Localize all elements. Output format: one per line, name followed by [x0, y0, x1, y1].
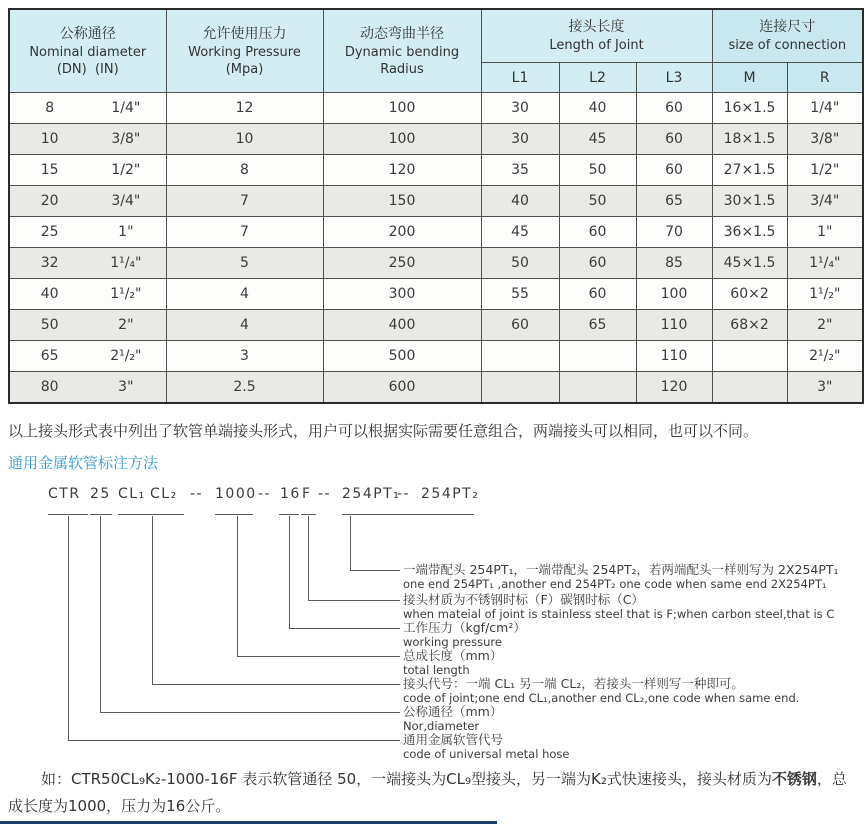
code-underline [301, 514, 316, 515]
callout-text [403, 562, 863, 591]
callout-en: when mateial of joint is stainless steel that is F;when carbon steel,that is C [403, 607, 835, 621]
example-suffix: ，总成长度为1000，压力为16公斤。 [8, 770, 847, 815]
nominal-diameter-cell [9, 372, 166, 404]
callout-en: working pressure [403, 635, 502, 649]
example-text [8, 766, 860, 820]
header-r: R [787, 63, 863, 93]
header-working-pressure [166, 9, 323, 93]
dn-value: 80 [40, 379, 59, 395]
l3-value: 65 [636, 186, 712, 217]
pressure-value: 4 [166, 310, 323, 341]
l1-value: 60 [481, 310, 559, 341]
inch-value: 1" [118, 224, 134, 240]
nominal-diameter-cell [9, 217, 166, 248]
callout-en: Nor,diameter [403, 719, 480, 733]
callout-text [403, 592, 863, 621]
l3-value: 100 [636, 279, 712, 310]
dn-value: 25 [40, 224, 59, 240]
dn-value: 40 [40, 286, 59, 302]
l1-value: 50 [481, 248, 559, 279]
table-row [9, 248, 863, 279]
callout-vertical-line [289, 516, 290, 628]
l1-value: 40 [481, 186, 559, 217]
l3-value: 120 [636, 372, 712, 404]
m-value: 16×1.5 [712, 93, 787, 124]
l2-value: 50 [559, 155, 636, 186]
nominal-diameter-cell [9, 93, 166, 124]
l1-value: 30 [481, 124, 559, 155]
code-underline [342, 514, 474, 515]
callout-horizontal-line [100, 712, 400, 713]
header-nominal-unit: (DN) (IN) [56, 61, 119, 77]
table-row [9, 310, 863, 341]
inch-value: 2" [118, 317, 134, 333]
r-value: 3/8" [787, 124, 863, 155]
nominal-diameter-cell [9, 124, 166, 155]
r-value: 1/4" [787, 93, 863, 124]
code-token-pressure: 16 [280, 486, 301, 502]
callout-en: one end 254PT₁ ,another end 254PT₂ one code when same end 2X254PT₁ [403, 577, 827, 591]
nominal-diameter-cell [9, 341, 166, 372]
header-l2: L2 [559, 63, 636, 93]
callout-text [403, 704, 863, 733]
m-value: 60×2 [712, 279, 787, 310]
table-row [9, 217, 863, 248]
radius-value: 200 [323, 217, 481, 248]
callout-zh: 总成长度（mm） [403, 648, 503, 663]
callout-zh: 一端带配头 254PT₁，一端带配头 254PT₂，若两端配头一样则写为 2X254PT₁ [403, 562, 839, 577]
header-bending-radius [323, 9, 481, 93]
table-row [9, 279, 863, 310]
table-row [9, 124, 863, 155]
pressure-value: 10 [166, 124, 323, 155]
r-value: 3" [787, 372, 863, 404]
header-conn-en: size of connection [728, 38, 847, 53]
inch-value: 3" [118, 379, 134, 395]
callout-text [403, 732, 863, 761]
nominal-diameter-cell [9, 155, 166, 186]
radius-value: 600 [323, 372, 481, 404]
header-nominal-diameter [9, 9, 166, 93]
code-underline [118, 514, 184, 515]
l3-value: 110 [636, 310, 712, 341]
callout-zh: 通用金属软管代号 [403, 732, 504, 747]
code-token-dash1: -- [190, 486, 204, 502]
radius-value: 150 [323, 186, 481, 217]
table-row [9, 93, 863, 124]
callout-zh: 接头代号：一端 CL₁ 另一端 CL₂，若接头一样则写一种即可。 [403, 676, 744, 691]
callout-vertical-line [237, 516, 238, 656]
code-token-dash2: -- [258, 486, 272, 502]
header-radius-en: Dynamic bending [344, 44, 460, 60]
l3-value: 60 [636, 155, 712, 186]
table-row [9, 155, 863, 186]
code-token-dn: 25 [90, 486, 111, 502]
callout-text [403, 648, 863, 677]
example-bold: 不锈钢 [771, 770, 817, 788]
callout-en: total length [403, 663, 470, 677]
callout-en: code of universal metal hose [403, 747, 570, 761]
r-value: 3/4" [787, 186, 863, 217]
note-text: 以上接头形式表中列出了软管单端接头形式，用户可以根据实际需要任意组合，两端接头可以相同，也可以不同。 [8, 422, 759, 440]
header-radius-zh: 动态弯曲半径 [360, 25, 444, 42]
header-l3: L3 [636, 63, 712, 93]
l3-value: 85 [636, 248, 712, 279]
r-value: 1" [787, 217, 863, 248]
header-m: M [712, 63, 787, 93]
callout-horizontal-line [152, 684, 400, 685]
section-title: 通用金属软管标注方法 [8, 454, 159, 472]
pressure-value: 2.5 [166, 372, 323, 404]
m-value: 68×2 [712, 310, 787, 341]
l1-value: 55 [481, 279, 559, 310]
radius-value: 500 [323, 341, 481, 372]
dn-value: 10 [40, 131, 59, 147]
code-token-cl2: CL₂ [150, 486, 178, 502]
inch-value: 1/4" [111, 100, 141, 116]
callout-vertical-line [100, 516, 101, 712]
code-token-material: F [302, 486, 312, 502]
r-value: 1¹/₄" [787, 248, 863, 279]
m-value: 30×1.5 [712, 186, 787, 217]
dn-value: 32 [40, 255, 59, 271]
pressure-value: 5 [166, 248, 323, 279]
callout-vertical-line [308, 516, 309, 600]
code-token-joint1: 254PT₁ [342, 486, 401, 502]
dn-value: 50 [40, 317, 59, 333]
callout-vertical-line [350, 516, 351, 570]
pressure-value: 8 [166, 155, 323, 186]
r-value: 1¹/₂" [787, 279, 863, 310]
code-underline [90, 514, 112, 515]
radius-value: 120 [323, 155, 481, 186]
code-token-joint2: 254PT₂ [421, 486, 480, 502]
header-radius-unit: Radius [380, 61, 424, 77]
l2-value: 60 [559, 217, 636, 248]
code-token-cl1: CL₁ [118, 486, 146, 502]
radius-value: 100 [323, 124, 481, 155]
code-token-ctr: CTR [48, 486, 81, 502]
example-prefix: 如：CTR50CL₉K₂-1000-16F 表示软管通径 50，一端接头为CL₉型接头，另一端为K₂式快速接头，接头材质为 [41, 770, 772, 788]
code-token-dash3: -- [318, 486, 332, 502]
callout-vertical-line [152, 516, 153, 684]
callout-zh: 公称通径（mm） [403, 704, 503, 719]
r-value: 2¹/₂" [787, 341, 863, 372]
dn-value: 20 [40, 193, 59, 209]
dn-value: 8 [45, 100, 55, 116]
radius-value: 100 [323, 93, 481, 124]
code-underline [279, 514, 299, 515]
m-value: 45×1.5 [712, 248, 787, 279]
header-connection-size [712, 9, 863, 63]
dn-value: 65 [40, 348, 59, 364]
header-joint-zh: 接头长度 [568, 19, 625, 35]
header-pressure-zh: 允许使用压力 [202, 25, 287, 42]
table-row [9, 186, 863, 217]
l1-value [481, 372, 559, 404]
l2-value: 65 [559, 310, 636, 341]
l2-value: 45 [559, 124, 636, 155]
hose-spec-table [8, 8, 864, 404]
nominal-diameter-cell [9, 279, 166, 310]
radius-value: 300 [323, 279, 481, 310]
callout-horizontal-line [350, 570, 400, 571]
pressure-value: 7 [166, 217, 323, 248]
header-conn-zh: 连接尺寸 [759, 19, 816, 35]
inch-value: 2¹/₂" [110, 348, 142, 364]
m-value [712, 341, 787, 372]
marking-method-diagram [0, 480, 866, 772]
callout-horizontal-line [289, 628, 400, 629]
header-joint-length [481, 9, 712, 63]
callout-zh: 接头材质为不锈钢时标（F）碳钢时标（C） [403, 592, 644, 607]
code-token-length: 1000 [215, 486, 257, 502]
l2-value [559, 372, 636, 404]
l3-value: 60 [636, 93, 712, 124]
l2-value: 60 [559, 279, 636, 310]
pressure-value: 12 [166, 93, 323, 124]
code-token-dash4: -- [397, 486, 411, 502]
callout-en: code of joint;one end CL₁,another end CL₂,one code when same end. [403, 691, 800, 705]
callout-horizontal-line [308, 600, 400, 601]
table-row [9, 341, 863, 372]
l1-value: 35 [481, 155, 559, 186]
m-value: 36×1.5 [712, 217, 787, 248]
l1-value: 30 [481, 93, 559, 124]
pressure-value: 7 [166, 186, 323, 217]
l3-value: 60 [636, 124, 712, 155]
callout-text [403, 620, 863, 649]
m-value: 18×1.5 [712, 124, 787, 155]
radius-value: 400 [323, 310, 481, 341]
radius-value: 250 [323, 248, 481, 279]
header-l1: L1 [481, 63, 559, 93]
header-pressure-en: Working Pressure [188, 44, 301, 60]
l3-value: 110 [636, 341, 712, 372]
r-value: 1/2" [787, 155, 863, 186]
callout-horizontal-line [237, 656, 400, 657]
code-underline [215, 514, 253, 515]
inch-value: 1¹/₄" [110, 255, 142, 271]
pressure-value: 4 [166, 279, 323, 310]
inch-value: 1/2" [111, 162, 141, 178]
r-value: 2" [787, 310, 863, 341]
dn-value: 15 [40, 162, 59, 178]
l2-value [559, 341, 636, 372]
callout-vertical-line [68, 516, 69, 740]
inch-value: 3/8" [111, 131, 141, 147]
table-row [9, 372, 863, 404]
inch-value: 3/4" [111, 193, 141, 209]
nominal-diameter-cell [9, 310, 166, 341]
inch-value: 1¹/₂" [110, 286, 142, 302]
l2-value: 40 [559, 93, 636, 124]
header-nominal-en: Nominal diameter [29, 44, 147, 60]
l2-value: 60 [559, 248, 636, 279]
header-nominal-zh: 公称通径 [59, 25, 116, 42]
header-joint-en: Length of Joint [549, 38, 644, 53]
code-underline [48, 514, 88, 515]
callout-zh: 工作压力（kgf/cm²） [403, 620, 526, 635]
pressure-value: 3 [166, 341, 323, 372]
m-value: 27×1.5 [712, 155, 787, 186]
callout-text [403, 676, 863, 705]
m-value [712, 372, 787, 404]
l1-value [481, 341, 559, 372]
callout-horizontal-line [68, 740, 400, 741]
nominal-diameter-cell [9, 248, 166, 279]
l2-value: 50 [559, 186, 636, 217]
nominal-diameter-cell [9, 186, 166, 217]
l3-value: 70 [636, 217, 712, 248]
header-pressure-unit: (Mpa) [225, 61, 264, 77]
l1-value: 45 [481, 217, 559, 248]
